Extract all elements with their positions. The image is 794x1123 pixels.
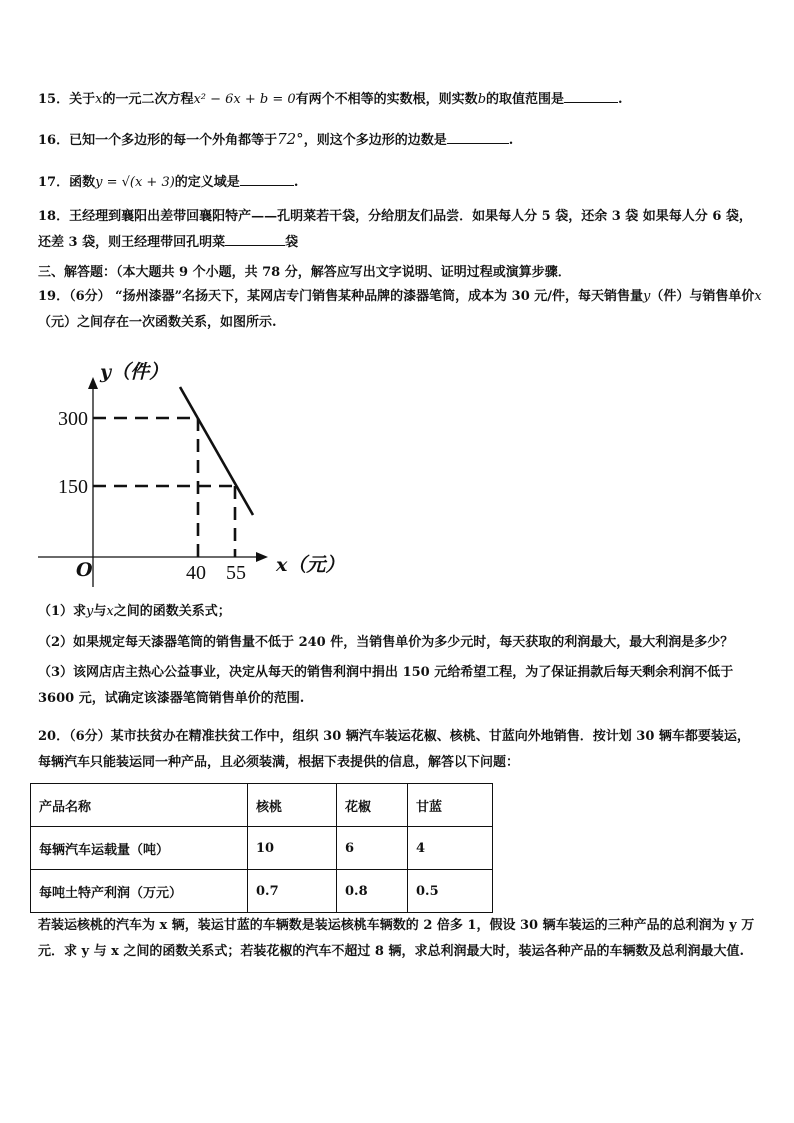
- table-header-cell: 花椒: [337, 784, 408, 827]
- table-cell: 每辆汽车运载量（吨）: [31, 827, 248, 870]
- x-axis-label: x（元）: [276, 554, 345, 576]
- table-header-row: [31, 784, 493, 827]
- question-20-intro: 20．（6分）某市扶贫办在精准扶贫工作中，组织 30 辆汽车装运花椒、核桃、甘蓝向外地销售．按计划 30 辆车都要装运，每辆汽车只能装运同一种产品，且必须装满，根据下表提供的信息，解答以下问题：: [38, 729, 750, 770]
- question-19-part3: （3）该网店店主热心公益事业，决定从每天的销售利润中捐出 150 元给希望工程，为了保证捐款后每天剩余利润不低于 3600 元，试确定该漆器笔筒销售单价的范围.: [38, 665, 734, 706]
- y-tick-label: 150: [58, 476, 88, 498]
- question-15: 15．关于x的一元二次方程x² − 6x + b = 0有两个不相等的实数根，则实数b的取值范围是 .: [38, 89, 762, 109]
- answer-blank: [447, 130, 509, 144]
- question-20-body: 若装运核桃的汽车为 x 辆，装运甘蓝的车辆数是装运核桃车辆数的 2 倍多 1，假设 30 辆车装运的三种产品的总利润为 y 万元．求 y 与 x 之间的函数关系式；若装花椒的汽车不超过 8 辆，求总利润最大时，装运各种产品的车辆数及总利润最大值.: [38, 918, 755, 959]
- table-row: [31, 870, 493, 913]
- table-cell: 4: [408, 827, 493, 870]
- question-19-part2: （2）如果规定每天漆器笔筒的销售量不低于 240 件，当销售单价为多少元时，每天获取的利润最大，最大利润是多少？: [38, 635, 734, 650]
- x-axis-arrow: [256, 552, 268, 562]
- table-cell: 10: [248, 827, 337, 870]
- function-graph: [30, 352, 360, 592]
- question-18: 18．王经理到襄阳出差带回襄阳特产——孔明菜若干袋，分给朋友们品尝．如果每人分 5 袋，还余 3 袋 如果每人分 6 袋，还差 3 袋，则王经理带回孔明菜 袋: [38, 209, 752, 250]
- question-19-part1: （1）求y与x之间的函数关系式；: [38, 604, 231, 619]
- y-axis-arrow: [88, 377, 98, 389]
- table-cell: 0.5: [408, 870, 493, 913]
- table-cell: 每吨土特产利润（万元）: [31, 870, 248, 913]
- section-heading: 三、解答题：（本大题共 9 个小题，共 78 分，解答应写出文字说明、证明过程或演算步骤．: [38, 265, 571, 280]
- question-19-intro: 19．（6分） “扬州漆器”名扬天下，某网店专门销售某种品牌的漆器笔筒，成本为 30 元/件，每天销售量y（件）与销售单价x（元）之间存在一次函数关系，如图所示.: [38, 289, 762, 330]
- table-cell: 6: [337, 827, 408, 870]
- question-17: 17．函数y = √(x + 3)的定义域是 .: [38, 172, 762, 192]
- table-header-cell: 甘蓝: [408, 784, 493, 827]
- table-header-cell: 产品名称: [31, 784, 248, 827]
- table-header-cell: 核桃: [248, 784, 337, 827]
- y-axis-label: y（件）: [100, 361, 169, 383]
- x-tick-label: 40: [186, 562, 206, 584]
- answer-blank: [225, 232, 285, 246]
- answer-blank: [564, 89, 618, 103]
- x-tick-label: 55: [226, 562, 246, 584]
- table-cell: 0.7: [248, 870, 337, 913]
- y-tick-label: 300: [58, 408, 88, 430]
- question-16: 16．已知一个多边形的每一个外角都等于72°，则这个多边形的边数是 .: [38, 130, 514, 148]
- answer-blank: [240, 172, 294, 186]
- table-cell: 0.8: [337, 870, 408, 913]
- product-table: [30, 783, 493, 913]
- origin-label: O: [76, 559, 93, 581]
- table-row: [31, 827, 493, 870]
- function-line: [180, 387, 253, 515]
